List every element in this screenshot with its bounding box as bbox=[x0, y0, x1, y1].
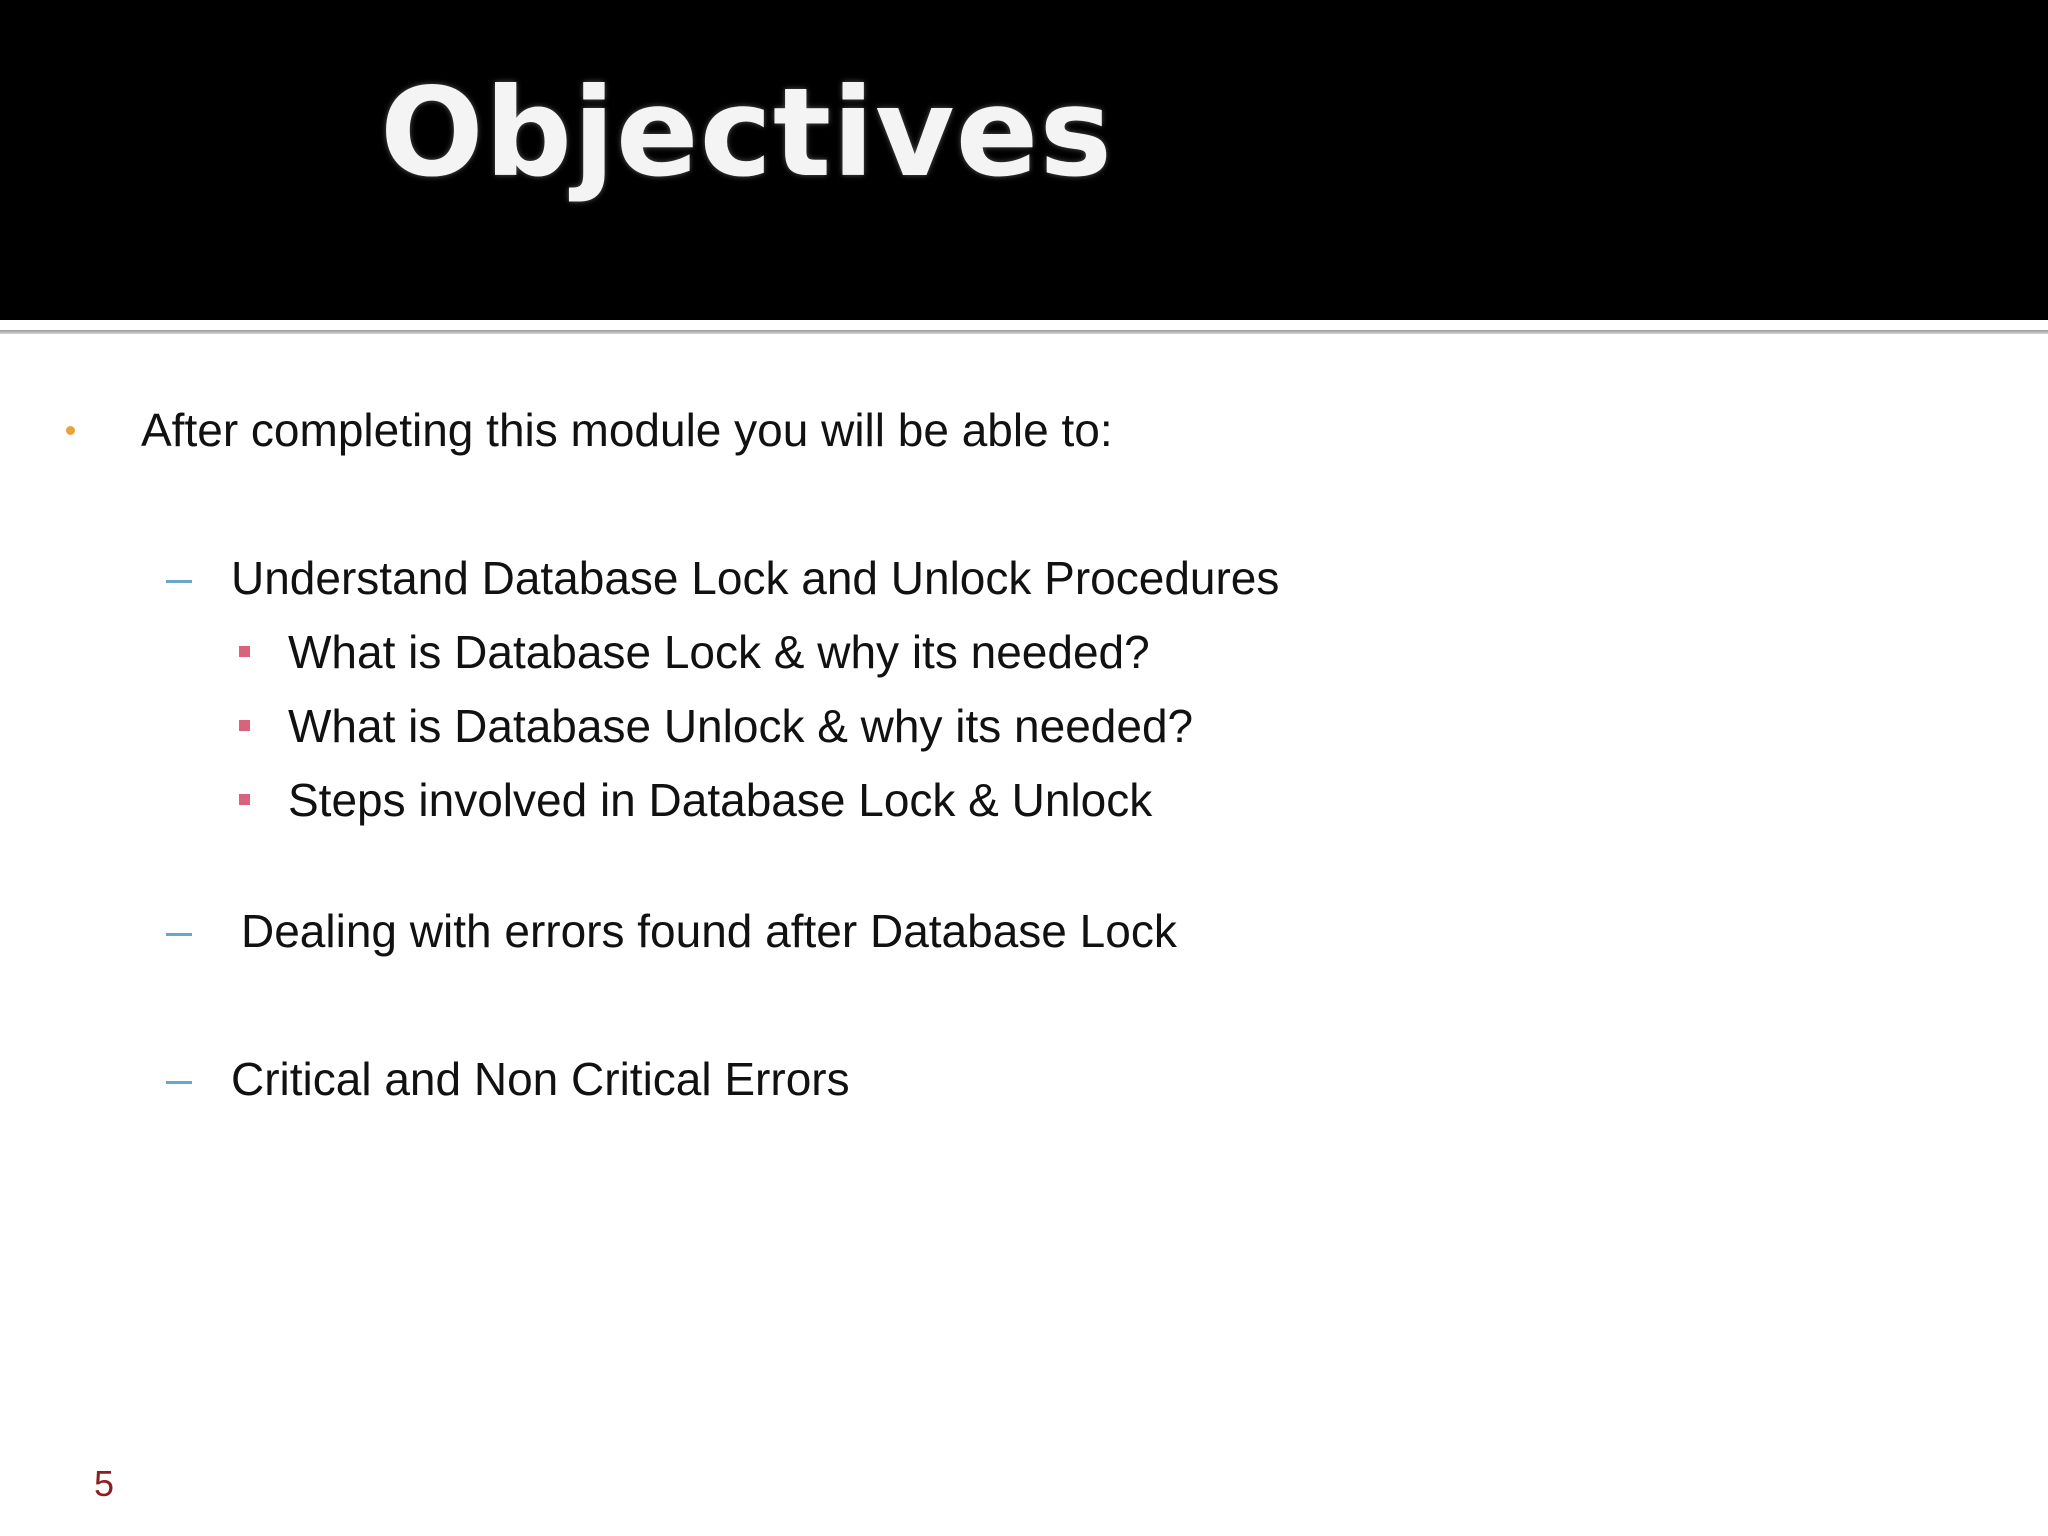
intro-text: After completing this module you will be able to: bbox=[141, 404, 1113, 456]
square-bullet-icon bbox=[239, 720, 250, 731]
objective-1-sub-item: What is Database Lock & why its needed? bbox=[288, 626, 1150, 678]
objective-1-sub-item: Steps involved in Database Lock & Unlock bbox=[288, 774, 1153, 826]
objective-1-text: Understand Database Lock and Unlock Procedures bbox=[231, 552, 1280, 604]
title-bar-divider bbox=[0, 320, 2048, 330]
slide-title: Objectives bbox=[380, 62, 1113, 204]
dash-bullet-icon bbox=[166, 933, 192, 936]
objective-3-text: Critical and Non Critical Errors bbox=[231, 1053, 850, 1105]
dash-bullet-icon bbox=[166, 580, 192, 583]
square-bullet-icon bbox=[239, 794, 250, 805]
bullet-dot-icon bbox=[66, 426, 75, 435]
objective-1-sub-item: What is Database Unlock & why its needed? bbox=[288, 700, 1194, 752]
dash-bullet-icon bbox=[166, 1081, 192, 1084]
square-bullet-icon bbox=[239, 646, 250, 657]
objective-2-text: Dealing with errors found after Database Lock bbox=[241, 905, 1177, 957]
title-bar-shadow-rule bbox=[0, 330, 2048, 334]
page-number: 5 bbox=[94, 1463, 115, 1504]
